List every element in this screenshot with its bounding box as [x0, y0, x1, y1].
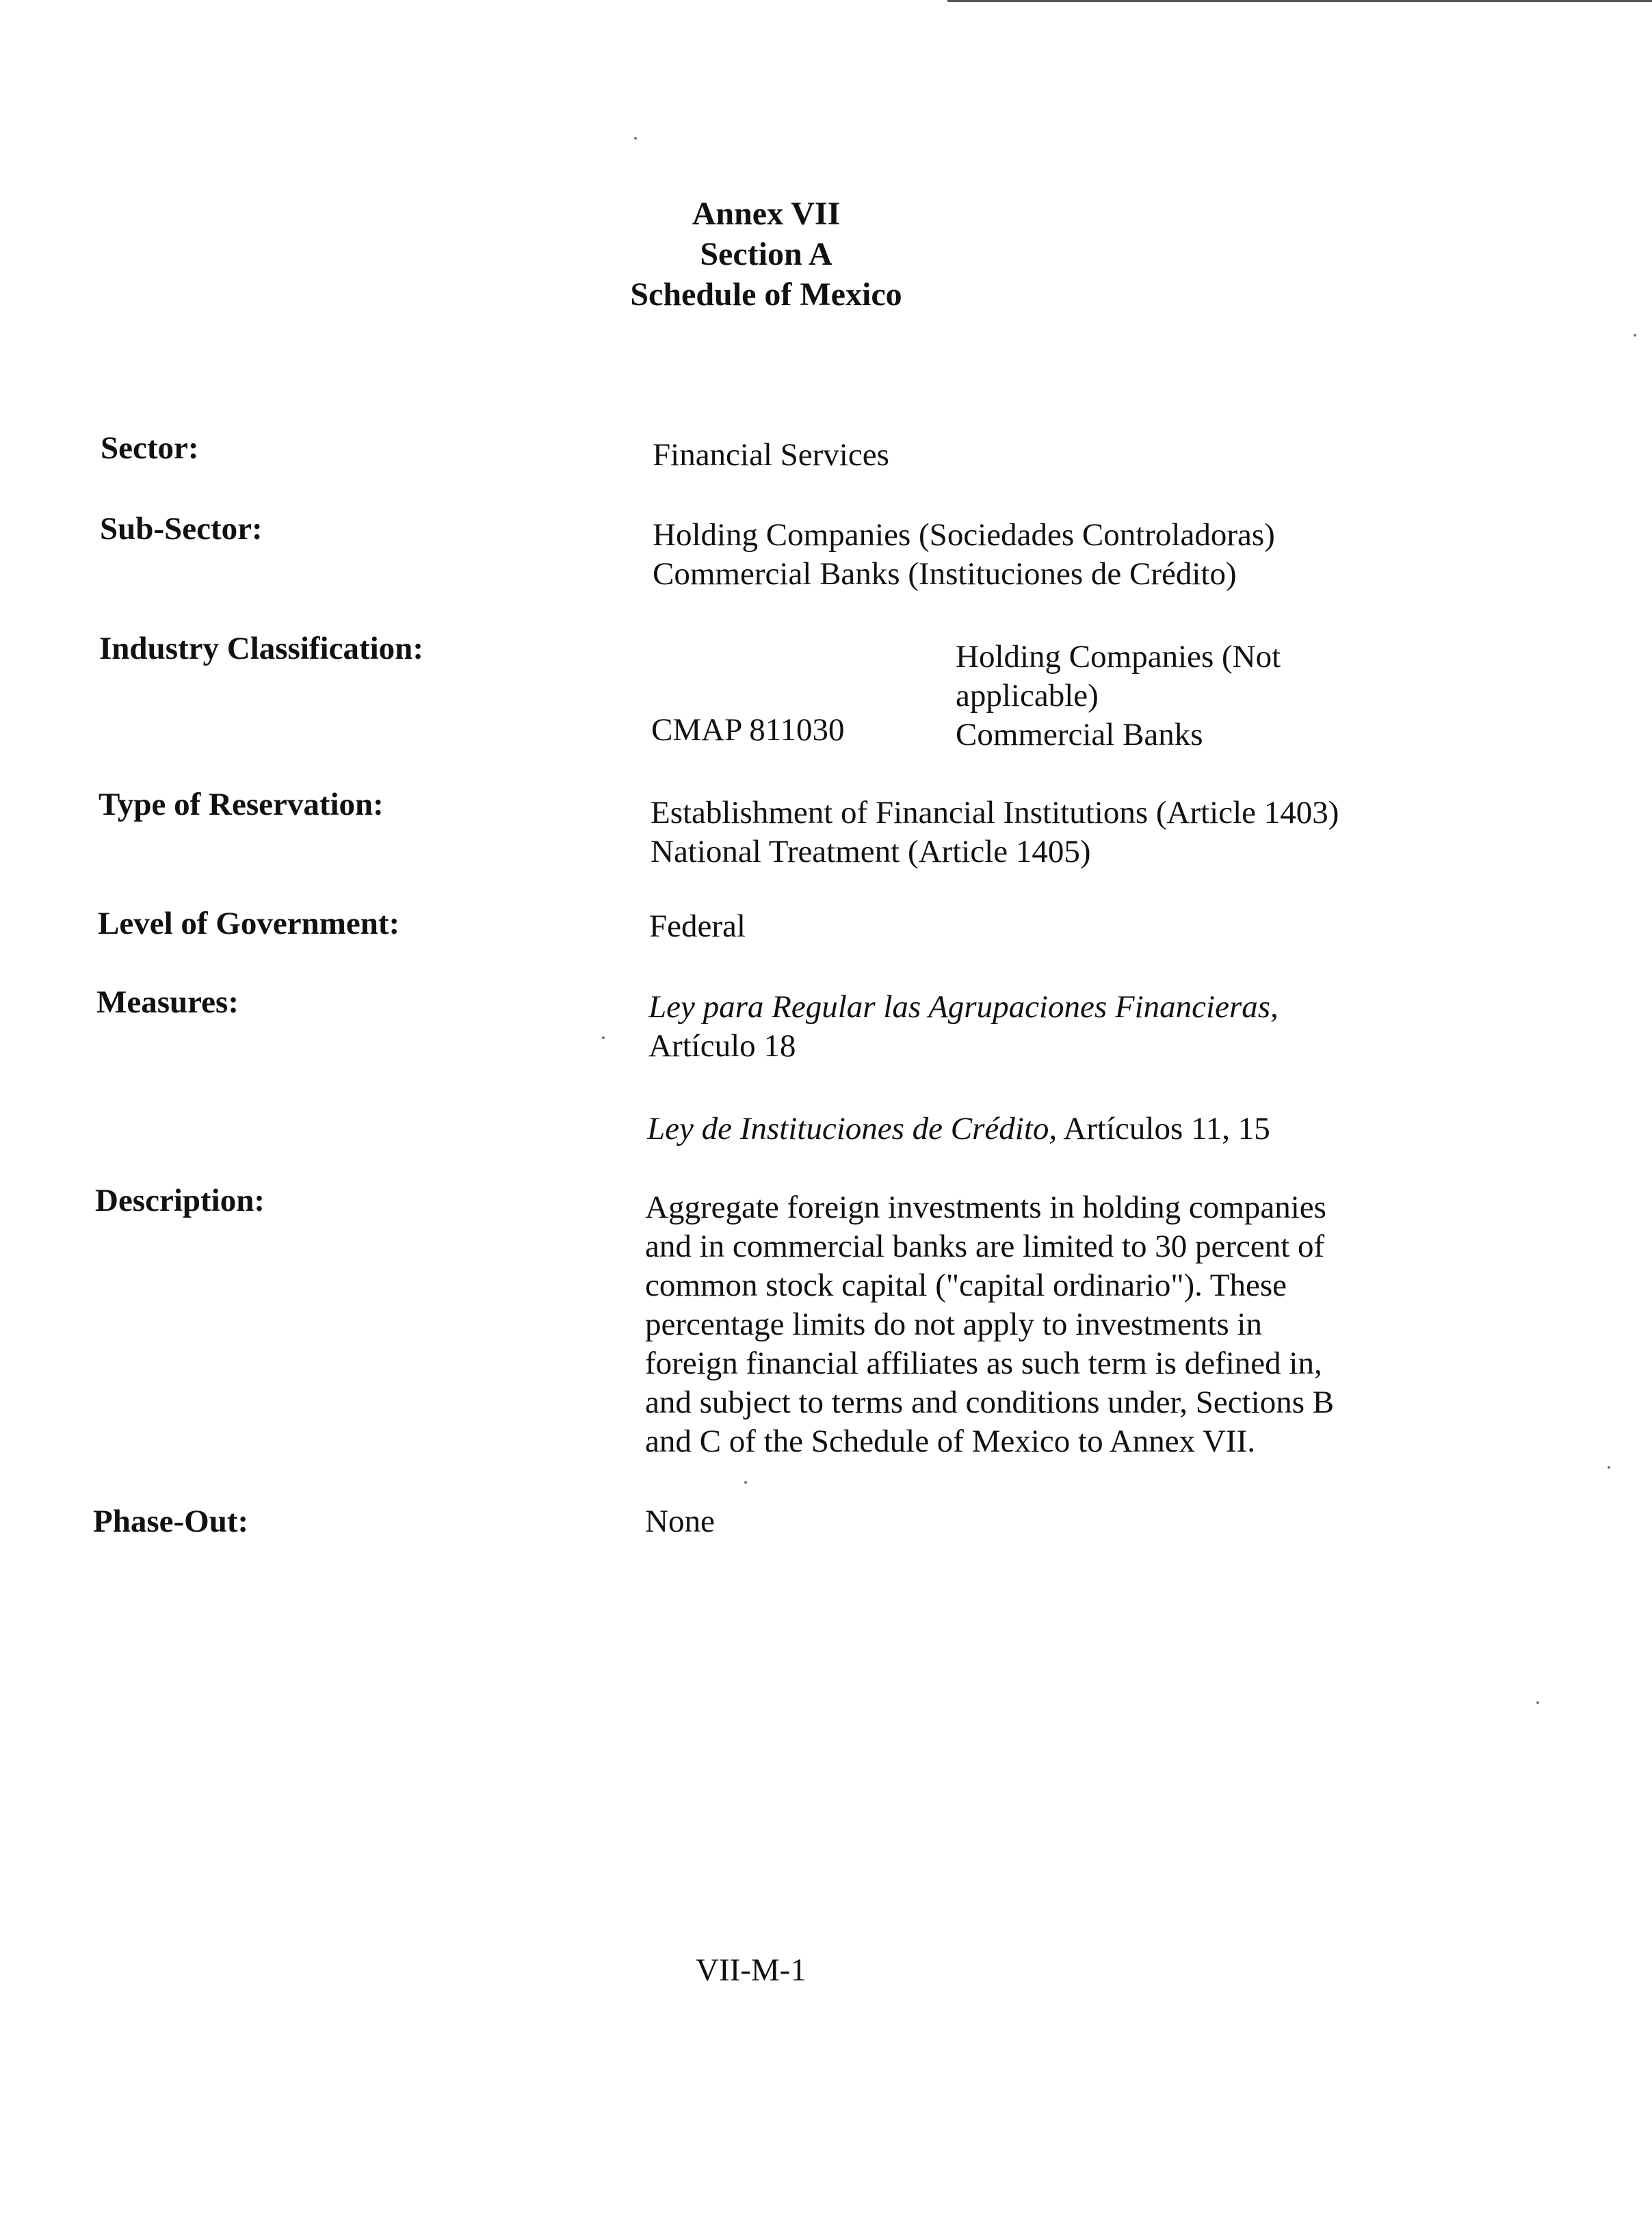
- scan-speck: [1536, 1701, 1539, 1704]
- scan-speck: [1634, 334, 1636, 337]
- top-edge-rule: [947, 0, 1652, 2]
- description-line: and C of the Schedule of Mexico to Annex VII.: [645, 1424, 1255, 1459]
- reservation-line: Establishment of Financial Institutions (Article 1403): [651, 795, 1339, 830]
- scan-speck: [602, 1036, 605, 1039]
- sector-label: Sector:: [101, 430, 199, 466]
- reservation-line: National Treatment (Article 1405): [651, 834, 1091, 869]
- scan-speck: [744, 1481, 747, 1484]
- heading-schedule: Schedule of Mexico: [630, 276, 902, 313]
- measure-2-law-title: Ley de Instituciones de Crédito,: [647, 1111, 1058, 1147]
- description-line: Aggregate foreign investments in holding companies: [645, 1190, 1326, 1225]
- industry-classification-label: Industry Classification:: [99, 631, 423, 666]
- scan-speck: [634, 137, 637, 140]
- sub-sector-value: [653, 516, 1275, 594]
- level-of-government-label: Level of Government:: [98, 906, 400, 941]
- heading-section: Section A: [700, 236, 832, 272]
- measure-1: [648, 988, 1279, 1066]
- description-text: [645, 1188, 1425, 1461]
- phase-out-value: None: [645, 1504, 715, 1539]
- description-line: percentage limits do not apply to investments in: [645, 1307, 1262, 1342]
- description-label: Description:: [95, 1183, 265, 1218]
- industry-classification-value: [956, 638, 1281, 755]
- measure-2: [647, 1110, 1270, 1149]
- measure-1-article: Artículo 18: [648, 1028, 796, 1064]
- cmap-code: CMAP 811030: [651, 712, 845, 748]
- heading-annex: Annex VII: [692, 196, 841, 232]
- sub-sector-line: Commercial Banks (Instituciones de Crédito): [653, 556, 1237, 592]
- measure-2-articles: Artículos 11, 15: [1063, 1111, 1270, 1147]
- measure-1-law-title: Ley para Regular las Agrupaciones Financieras,: [648, 989, 1279, 1025]
- type-of-reservation-value: [651, 794, 1339, 872]
- industry-line: Commercial Banks: [956, 717, 1203, 752]
- page-number: VII-M-1: [696, 1952, 807, 1988]
- sub-sector-line: Holding Companies (Sociedades Controladoras): [653, 517, 1275, 553]
- sub-sector-label: Sub-Sector:: [100, 511, 263, 547]
- type-of-reservation-label: Type of Reservation:: [99, 787, 384, 822]
- measures-label: Measures:: [96, 984, 239, 1020]
- description-line: and in commercial banks are limited to 30 percent of: [645, 1229, 1325, 1264]
- description-line: foreign financial affiliates as such term is defined in,: [645, 1346, 1322, 1381]
- phase-out-label: Phase-Out:: [93, 1504, 249, 1539]
- scan-speck: [1608, 1466, 1610, 1469]
- level-of-government-value: Federal: [649, 908, 746, 944]
- industry-line: applicable): [956, 678, 1099, 713]
- industry-line: Holding Companies (Not: [956, 639, 1281, 675]
- document-heading: [479, 194, 1053, 315]
- description-line: common stock capital ("capital ordinario"). These: [645, 1268, 1287, 1303]
- description-line: and subject to terms and conditions under, Sections B: [645, 1385, 1335, 1420]
- sector-value: Financial Services: [653, 437, 889, 473]
